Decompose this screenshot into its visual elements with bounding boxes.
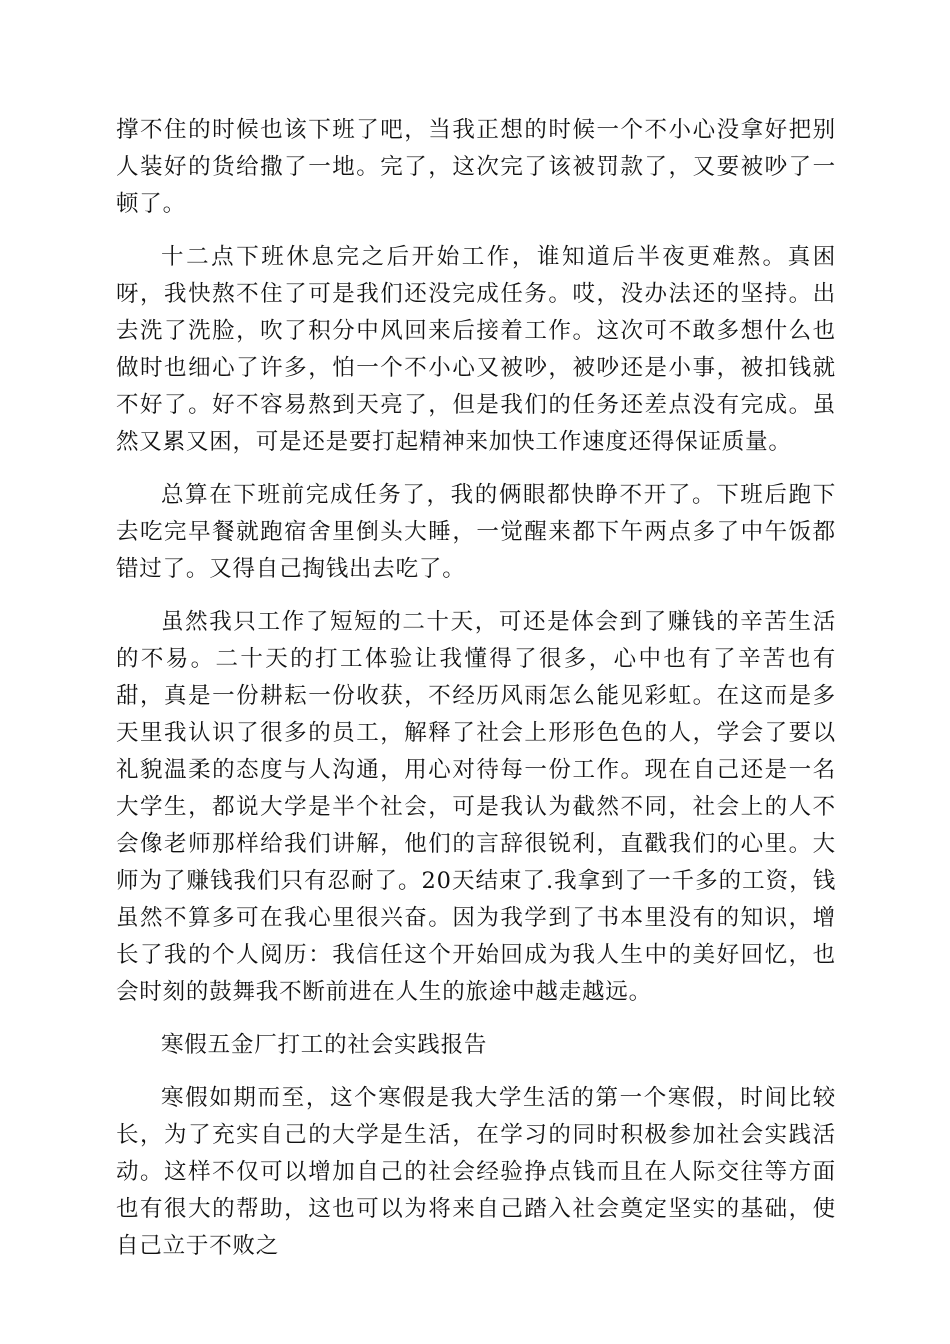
section-title: 寒假五金厂打工的社会实践报告	[161, 1032, 488, 1058]
paragraph-4: 虽然我只工作了短短的二十天，可还是体会到了赚钱的辛苦生活的不易。二十天的打工体验让我懂得了很多，心中也有了辛苦也有甜，真是一份耕耘一份收获，不经历风雨怎么能见彩虹。在这而是多天里我认识了很多的员工，解释了社会上形形色色的人，学会了要以礼貌温柔的态度与人沟通，用心对待每一份工作。现在自己还是一名大学生，都说大学是半个社会，可是我认为截然不同，社会上的人不会像老师那样给我们讲解，他们的言辞很锐利，直戳我们的心里。大师为了赚钱我们只有忍耐了。20天结束了.我拿到了一千多的工资，钱虽然不算多可在我心里很兴奋。因为我学到了书本里没有的知识，增长了我的个人阅历：我信任这个开始回成为我人生中的美好回忆，也会时刻的鼓舞我不断前进在人生的旅途中越走越远。	[116, 609, 836, 1005]
paragraph-5: 寒假如期而至，这个寒假是我大学生活的第一个寒假，时间比较长，为了充实自己的大学是生活，在学习的同时积极参加社会实践活动。这样不仅可以增加自己的社会经验挣点钱而且在人际交往等方面也有很大的帮助，这也可以为将来自己踏入社会奠定坚实的基础，使自己立于不败之	[116, 1085, 836, 1259]
document-body	[116, 112, 836, 1281]
paragraph-3: 总算在下班前完成任务了，我的俩眼都快睁不开了。下班后跑下去吃完早餐就跑宿舍里倒头大睡，一觉醒来都下午两点多了中午饭都错过了。又得自己掏钱出去吃了。	[116, 482, 836, 582]
paragraph-1: 撑不住的时候也该下班了吧，当我正想的时候一个不小心没拿好把别人装好的货给撒了一地。完了，这次完了该被罚款了，又要被吵了一顿了。	[116, 117, 836, 217]
paragraph-2: 十二点下班休息完之后开始工作，谁知道后半夜更难熬。真困呀，我快熬不住了可是我们还没完成任务。哎，没办法还的坚持。出去洗了洗脸，吹了积分中风回来后接着工作。这次可不敢多想什么也做时也细心了许多，怕一个不小心又被吵，被吵还是小事，被扣钱就不好了。好不容易熬到天亮了，但是我们的任务还差点没有完成。虽然又累又困，可是还是要打起精神来加快工作速度还得保证质量。	[116, 244, 836, 455]
